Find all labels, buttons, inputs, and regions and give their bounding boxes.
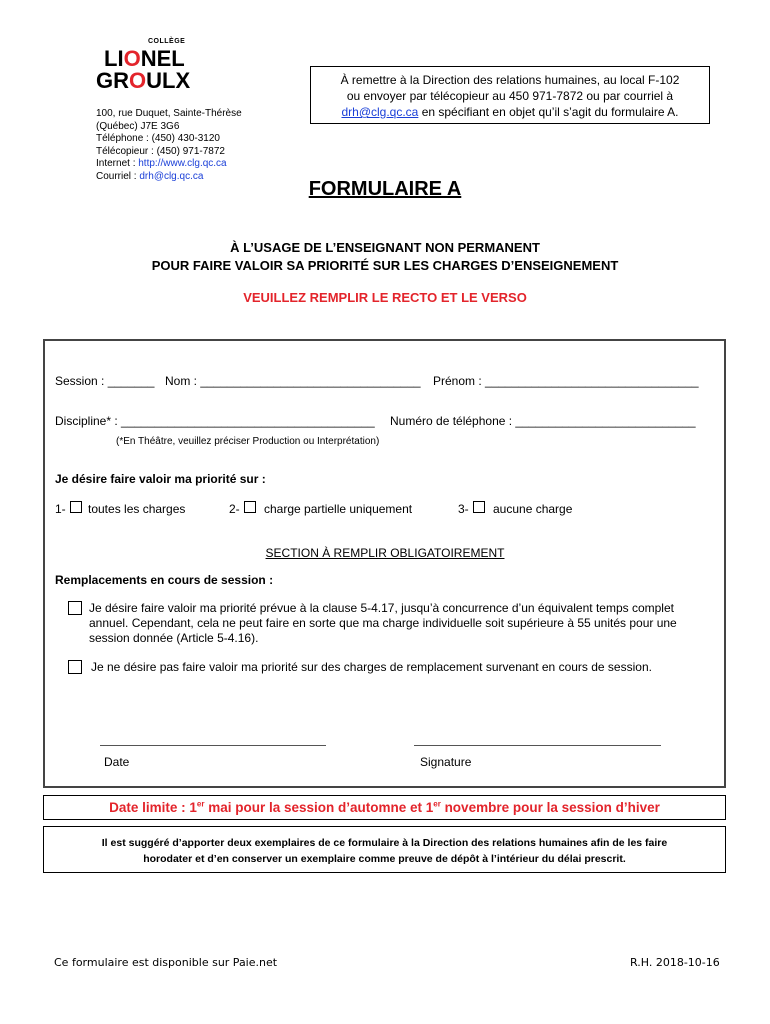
- date-line[interactable]: [100, 745, 326, 746]
- deadline-text-3: novembre pour la session d’hiver: [440, 800, 660, 815]
- logo-red-o-1: O: [123, 46, 141, 71]
- option-2-number: 2-: [229, 502, 240, 516]
- option-3-number: 3-: [458, 502, 469, 516]
- note-line-1: À remettre à la Direction des relations humaines, au local F-102: [340, 73, 680, 87]
- address-city: (Québec) J7E 3G6: [96, 120, 180, 132]
- option-1-checkbox[interactable]: [70, 501, 82, 513]
- submission-note-box: [310, 66, 710, 124]
- option-2-checkbox[interactable]: [244, 501, 256, 513]
- discipline-note: (*En Théâtre, veuillez préciser Production ou Interprétation): [116, 436, 380, 447]
- option-3-label: aucune charge: [493, 502, 573, 516]
- email-label: Courriel :: [96, 170, 140, 182]
- form-title: FORMULAIRE A: [308, 178, 462, 200]
- info-line-2: horodater et d’en conserver un exemplaire comme preuve de dépôt à l’intérieur du délai prescrit.: [143, 853, 626, 865]
- note-email-link[interactable]: drh@clg.qc.ca: [341, 105, 419, 119]
- info-line-1: Il est suggéré d’apporter deux exemplaires de ce formulaire à la Direction des relations humaines afin de les faire: [101, 837, 668, 849]
- choice-1-line-3: session donnée (Article 5-4.16).: [89, 631, 259, 645]
- deadline-box: [43, 795, 726, 820]
- note-line-3-text: en spécifiant en objet qu’il s’agit du formulaire A.: [418, 105, 679, 119]
- logo-red-o-2: O: [129, 68, 147, 93]
- session-field[interactable]: Session : _______: [55, 374, 155, 388]
- website-link[interactable]: http://www.clg.qc.ca: [138, 158, 227, 169]
- note-line-2: ou envoyer par télécopieur au 450 971-7872 ou par courriel à: [346, 89, 674, 103]
- email-link[interactable]: drh@clg.qc.ca: [139, 170, 204, 182]
- replacement-choice-2-checkbox[interactable]: [68, 660, 82, 674]
- option-1-number: 1-: [55, 502, 66, 516]
- date-label: Date: [104, 755, 130, 769]
- subtitle-line-1: À L’USAGE DE L’ENSEIGNANT NON PERMANENT: [230, 240, 540, 255]
- option-3-checkbox[interactable]: [473, 501, 485, 513]
- telephone-field[interactable]: Numéro de téléphone : ___________________________: [390, 414, 696, 428]
- footer-availability: Ce formulaire est disponible sur Paie.net: [54, 956, 278, 969]
- nom-field[interactable]: Nom : _________________________________: [165, 374, 421, 388]
- replacement-choice-1-checkbox[interactable]: [68, 601, 82, 615]
- discipline-field[interactable]: Discipline* : ______________________________________: [55, 414, 375, 428]
- address-internet: [96, 158, 242, 171]
- logo-college-text: COLLÈGE: [148, 38, 186, 45]
- address-street: 100, rue Duquet, Sainte-Thérèse: [96, 108, 242, 119]
- logo-line-2: [96, 70, 190, 92]
- deadline-sup-2: er: [433, 799, 441, 809]
- section-heading: SECTION À REMPLIR OBLIGATOIREMENT: [265, 546, 505, 560]
- signature-label: Signature: [420, 755, 472, 769]
- signature-line[interactable]: [414, 745, 661, 746]
- note-line-3: [311, 104, 709, 120]
- deadline-sup-1: er: [196, 799, 205, 809]
- deadline-text-1: Date limite : 1: [109, 800, 197, 815]
- footer-version: R.H. 2018-10-16: [630, 956, 720, 969]
- option-1-label: toutes les charges: [88, 502, 186, 516]
- priority-heading: Je désire faire valoir ma priorité sur :: [55, 472, 266, 486]
- subtitle-line-2: POUR FAIRE VALOIR SA PRIORITÉ SUR LES CHARGES D’ENSEIGNEMENT: [151, 258, 619, 273]
- logo-text-nel: NEL: [140, 46, 185, 71]
- replacement-choice-1-text: [89, 601, 677, 646]
- logo-text-li: LI: [104, 46, 124, 71]
- form-box: [43, 339, 726, 788]
- option-2-label: charge partielle uniquement: [264, 502, 413, 516]
- logo-text-ulx: ULX: [146, 68, 191, 93]
- replacement-heading: Remplacements en cours de session :: [55, 573, 274, 587]
- college-logo: [96, 38, 216, 92]
- college-address: [96, 108, 242, 183]
- choice-1-line-2: annuel. Cependant, cela ne peut faire en sorte que ma charge individuelle soit supérieure à 55 unités pour une: [89, 616, 677, 630]
- address-fax: Télécopieur : (450) 971-7872: [96, 145, 225, 157]
- deadline-text-2: mai pour la session d’automne et 1: [204, 800, 434, 815]
- prenom-field[interactable]: Prénom : ________________________________: [433, 374, 699, 388]
- choice-1-line-1: Je désire faire valoir ma priorité prévue à la clause 5-4.17, jusqu’à concurrence d’un équivalent temps complet: [89, 601, 674, 615]
- internet-label: Internet :: [96, 158, 139, 169]
- logo-text-gr: GR: [96, 68, 129, 93]
- address-phone: Téléphone : (450) 430-3120: [96, 133, 220, 144]
- logo-line-1: [104, 48, 185, 70]
- replacement-choice-2-text: Je ne désire pas faire valoir ma priorité sur des charges de remplacement survenant en cours de session.: [91, 660, 652, 674]
- info-box: [43, 826, 726, 873]
- recto-verso-notice: VEUILLEZ REMPLIR LE RECTO ET LE VERSO: [243, 290, 527, 305]
